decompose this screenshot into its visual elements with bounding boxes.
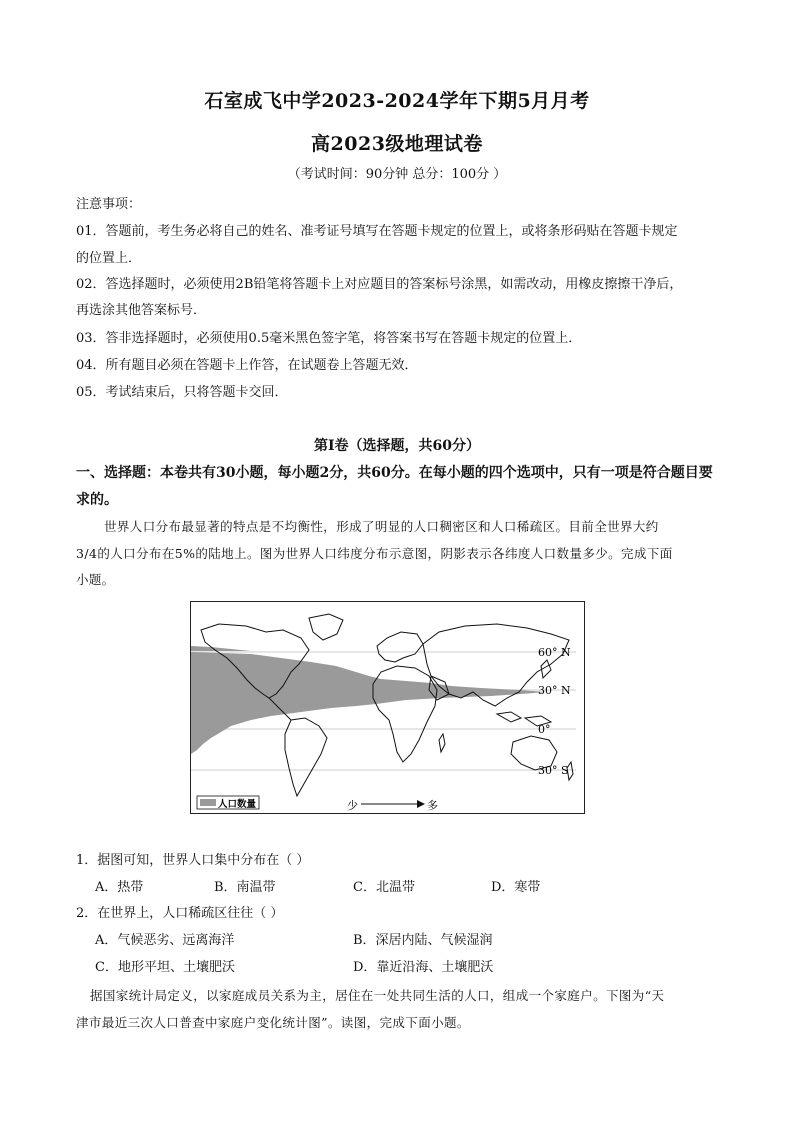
scale-left-label: 少 — [347, 799, 358, 812]
question-stem: 2．在世界上，人口稀疏区往往（ ） — [76, 906, 284, 921]
lat-label-60n: 60° N — [538, 646, 571, 659]
option-b: B．深居内陆、气候湿润 — [353, 933, 493, 948]
notice-item: 的位置上． — [76, 251, 142, 266]
passage-line: 3/4的人口分布在5%的陆地上。图为世界人口纬度分布示意图，阴影表示各纬度人口数量多少。完成下面 — [76, 546, 673, 561]
lat-label-30s: 30° S — [538, 764, 569, 777]
notice-item: 05．考试结束后，只将答题卡交回． — [76, 385, 288, 400]
exam-title: 石室成飞中学2023-2024学年下期5月月考 — [204, 90, 590, 112]
notice-heading: 注意事项： — [76, 197, 142, 212]
notice-item: 再选涂其他答案标号． — [76, 303, 207, 318]
notice-item: 04．所有题目必须在答题卡上作答，在试题卷上答题无效． — [76, 358, 418, 373]
population-scale — [347, 798, 438, 812]
notice-item: 01．答题前，考生务必将自己的姓名、准考证号填写在答题卡规定的位置上，或将条形码贴在答题卡规定 — [76, 224, 678, 239]
population-latitude-map — [190, 601, 585, 814]
passage-line: 小题。 — [76, 572, 115, 587]
legend-label: 人口数量 — [218, 799, 257, 810]
notice-item: 03．答非选择题时，必须使用0.5毫米黑色签字笔，将答案书写在答题卡规定的位置上． — [76, 331, 582, 346]
option-d: D．靠近沿海、土壤肥沃 — [353, 960, 494, 975]
lat-label-30n: 30° N — [538, 684, 571, 697]
section-instruction-cont: 求的。 — [76, 492, 118, 508]
population-shading — [191, 646, 546, 754]
option-d: D．寒带 — [491, 880, 541, 895]
passage-line: 世界人口分布最显著的特点是不均衡性，形成了明显的人口稠密区和人口稀疏区。目前全世界大约 — [104, 519, 659, 534]
passage-line: 据国家统计局定义，以家庭成员关系为主，居住在一处共同生活的人口，组成一个家庭户。下图为“天 — [90, 988, 665, 1003]
arrow-right-icon — [417, 800, 425, 808]
question-stem: 1．据图可知，世界人口集中分布在（ ） — [76, 853, 310, 868]
option-a: A．热带 — [95, 880, 144, 895]
option-c: C．北温带 — [353, 880, 415, 895]
exam-info: （考试时间：90分钟 总分：100分 ） — [287, 167, 507, 182]
option-b: B．南温带 — [214, 880, 276, 895]
exam-subtitle: 高2023级地理试卷 — [311, 133, 483, 155]
passage-line: 津市最近三次人口普查中家庭户变化统计图”。读图，完成下面小题。 — [76, 1015, 470, 1030]
scale-right-label: 多 — [427, 799, 438, 812]
section-instruction: 一、选择题：本卷共有30小题，每小题2分，共60分。在每小题的四个选项中，只有一项是符合题目要 — [76, 465, 713, 481]
lat-label-equator: 0° — [538, 723, 551, 736]
section-title: 第Ⅰ卷（选择题，共60分） — [313, 438, 481, 454]
map-legend — [197, 796, 259, 810]
option-a: A．气候恶劣、远离海洋 — [95, 933, 235, 948]
notice-item: 02．答选择题时，必须使用2B铅笔将答题卡上对应题目的答案标号涂黑，如需改动，用橡皮擦擦干净后， — [76, 277, 683, 292]
option-c: C．地形平坦、土壤肥沃 — [95, 960, 235, 975]
